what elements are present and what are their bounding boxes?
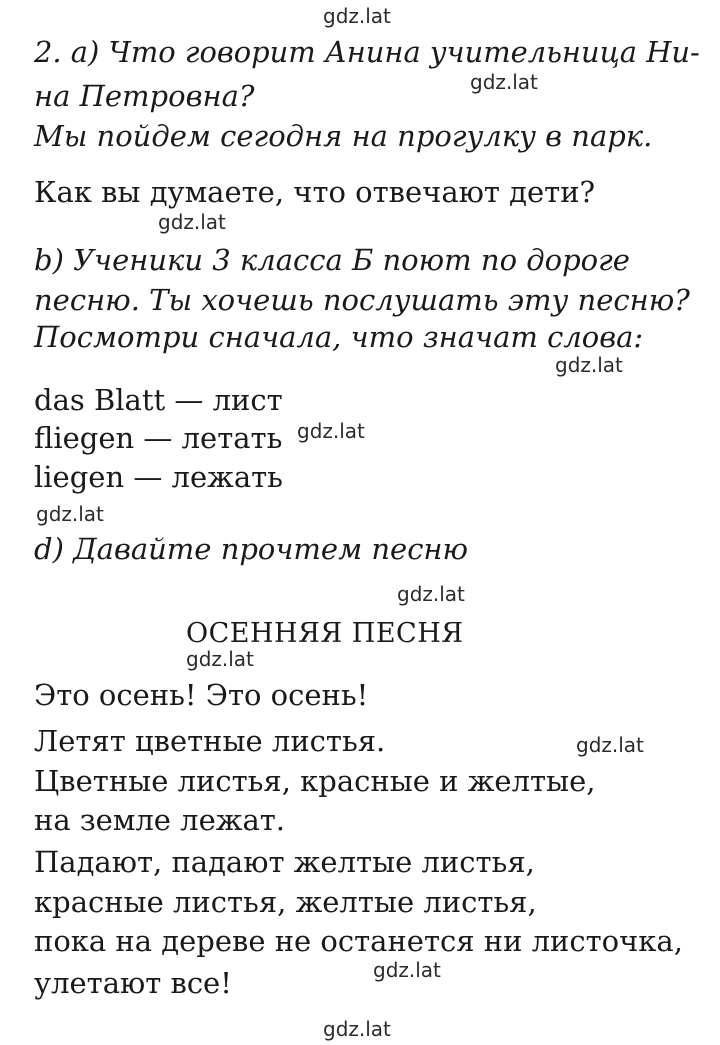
song-line: Падают, падают желтые листья, <box>34 845 535 879</box>
watermark: gdz.lat <box>373 958 441 982</box>
exercise-b-line3: Посмотри сначала, что значат слова: <box>34 320 644 354</box>
watermark: gdz.lat <box>323 1017 391 1041</box>
watermark: gdz.lat <box>158 210 226 234</box>
vocab-item: fliegen — летать <box>34 421 283 455</box>
vocab-item: liegen — лежать <box>34 460 283 494</box>
vocab-item: das Blatt — лист <box>34 383 283 417</box>
watermark: gdz.lat <box>470 70 538 94</box>
song-line: пока на дереве не останется ни листочка, <box>34 924 683 958</box>
exercise-a-prompt: Как вы думаете, что отвечают дети? <box>34 175 596 209</box>
exercise-b-line2: песню. Ты хочешь послушать эту песню? <box>34 283 690 317</box>
watermark: gdz.lat <box>297 419 365 443</box>
exercise-b-line1: b) Ученики 3 класса Б поют по дороге <box>34 243 630 277</box>
watermark: gdz.lat <box>36 502 104 526</box>
song-line: улетают все! <box>34 966 232 1000</box>
song-line: красные листья, желтые листья, <box>34 885 537 919</box>
song-line: Цветные листья, красные и желтые, <box>34 764 596 798</box>
exercise-a-question-line1: 2. a) Что говорит Анина учительница Ни- <box>34 35 700 69</box>
watermark: gdz.lat <box>555 353 623 377</box>
song-line: Летят цветные листья. <box>34 724 386 758</box>
watermark: gdz.lat <box>397 582 465 606</box>
exercise-a-question-line2: на Петровна? <box>34 79 255 113</box>
watermark: gdz.lat <box>576 733 644 757</box>
song-line: Это осень! Это осень! <box>34 678 369 712</box>
song-line: на земле лежат. <box>34 803 285 837</box>
song-title: ОСЕННЯЯ ПЕСНЯ <box>186 618 464 649</box>
watermark: gdz.lat <box>323 4 391 28</box>
watermark: gdz.lat <box>186 647 254 671</box>
exercise-d-line: d) Давайте прочтем песню <box>34 532 469 566</box>
exercise-a-quote: Мы пойдем сегодня на прогулку в парк. <box>34 119 653 153</box>
